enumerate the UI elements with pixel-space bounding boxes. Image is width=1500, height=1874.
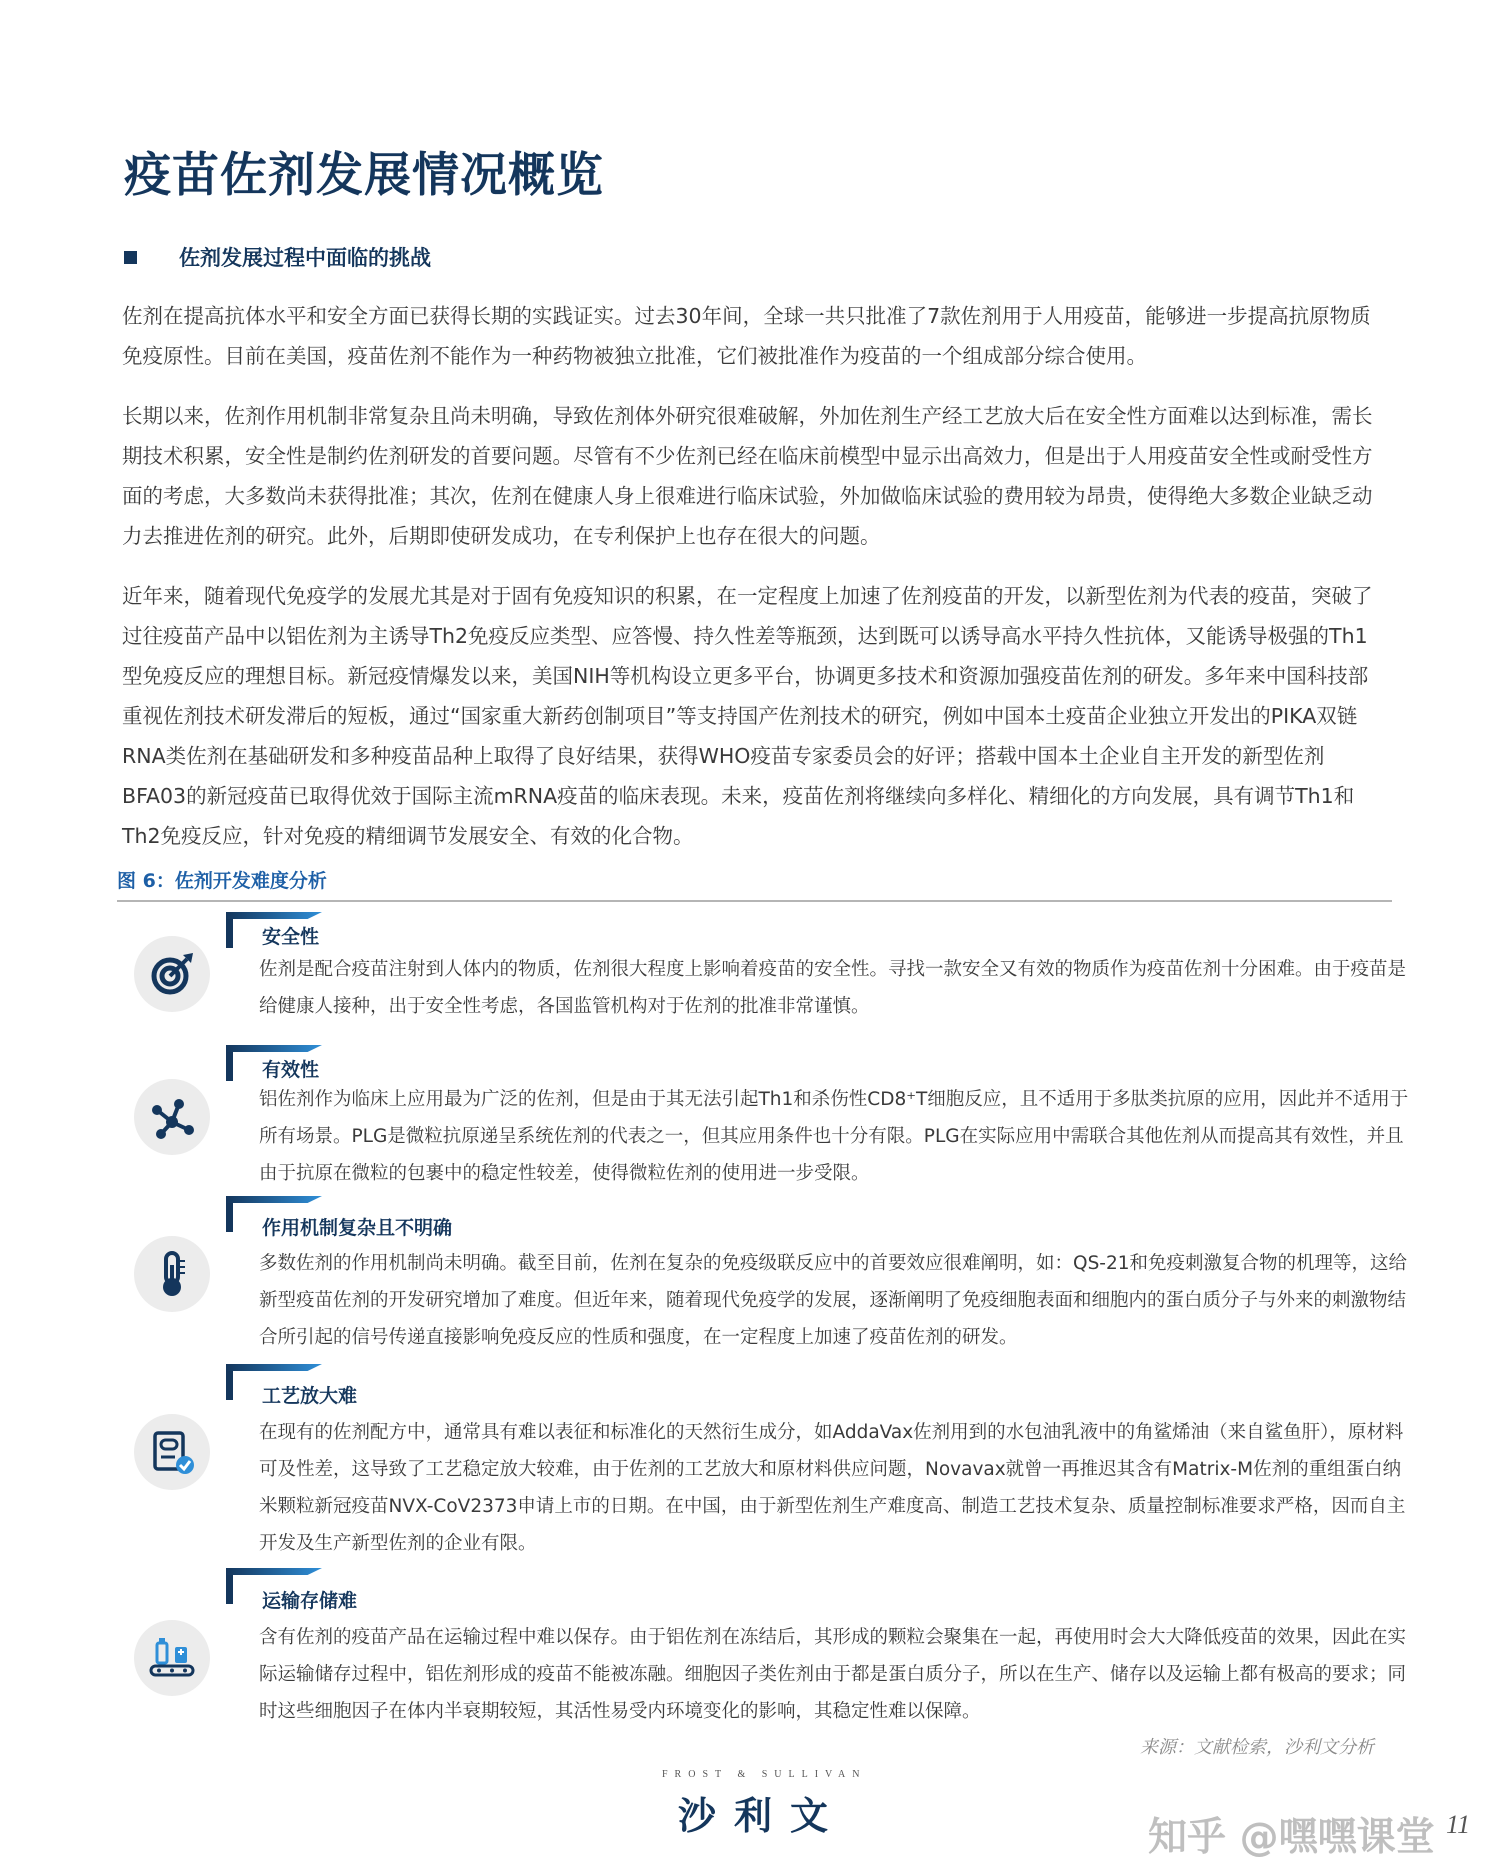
challenge-body: 含有佐剂的疫苗产品在运输过程中难以保存。由于铝佐剂在冻结后，其形成的颗粒会聚集在一起，再使用时会大大降低疫苗的效果，因此在实际运输储存过程中，铝佐剂形成的疫苗不能被冻融。细胞因子类佐剂由于都是蛋白质分子，所以在生产、储存以及运输上都有极高的要求；同时这些细胞因子在体内半衰期较短，其活性易受内环境变化的影响，其稳定性难以保障。 <box>259 1627 1407 1722</box>
accent-bar-top <box>226 912 322 919</box>
figure-label: 图 6：佐剂开发难度分析 <box>117 870 327 892</box>
challenge-body: 铝佐剂作为临床上应用最为广泛的佐剂，但是由于其无法引起Th1和杀伤性CD8⁺T细胞反应，且不适用于多肽类抗原的应用，因此并不适用于所有场景。PLG是微粒抗原递呈系统佐剂的代表之一，但其应用条件也十分有限。PLG在实际应用中需联合其他佐剂从而提高其有效性，并且由于抗原在微粒的包裹中的稳定性较差，使得微粒佐剂的使用进一步受限。 <box>259 1089 1409 1184</box>
accent-bar-top <box>226 1364 322 1371</box>
paragraph-3: 近年来，随着现代免疫学的发展尤其是对于固有免疫知识的积累，在一定程度上加速了佐剂疫苗的开发，以新型佐剂为代表的疫苗，突破了过往疫苗产品中以铝佐剂为主诱导Th2免疫反应类型、应答慢、持久性差等瓶颈，达到既可以诱导高水平持久性抗体，又能诱导极强的Th1型免疫反应的理想目标。新冠疫情爆发以来，美国NIH等机构设立更多平台，协调更多技术和资源加强疫苗佐剂的研发。多年来中国科技部重视佐剂技术研发滞后的短板，通过“国家重大新药创制项目”等支持国产佐剂技术的研究，例如中国本土疫苗企业独立开发出的PIKA双链RNA类佐剂在基础研发和多种疫苗品种上取得了良好结果，获得WHO疫苗专家委员会的好评；搭载中国本土企业自主开发的新型佐剂BFA03的新冠疫苗已取得优效于国际主流mRNA疫苗的临床表现。未来，疫苗佐剂将继续向多样化、精细化的方向发展，具有调节Th1和Th2免疫反应，针对免疫的精细调节发展安全、有效的化合物。 <box>122 584 1373 848</box>
section-heading <box>124 242 431 272</box>
accent-bar-top <box>226 1045 322 1052</box>
network-icon <box>134 1079 210 1155</box>
challenge-body: 在现有的佐剂配方中，通常具有难以表征和标准化的天然衍生成分，如AddaVax佐剂用到的水包油乳液中的角鲨烯油（来自鲨鱼肝），原材料可及性差，这导致了工艺稳定放大较难，由于佐剂的工艺放大和原材料供应问题，Novavax就曾一再推迟其含有Matrix-M佐剂的重组蛋白纳米颗粒新冠疫苗NVX-CoV2373申请上市的日期。在中国，由于新型佐剂生产难度高、制造工艺技术复杂、质量控制标准要求严格，因而自主开发及生产新型佐剂的企业有限。 <box>259 1422 1406 1554</box>
accent-bar-top <box>226 1196 322 1203</box>
challenge-title: 作用机制复杂且不明确 <box>262 1217 453 1239</box>
page-title: 疫苗佐剂发展情况概览 <box>124 148 604 203</box>
conveyor-bottles-icon <box>134 1620 210 1696</box>
challenge-title: 安全性 <box>262 926 320 948</box>
challenge-body: 佐剂是配合疫苗注射到人体内的物质，佐剂很大程度上影响着疫苗的安全性。寻找一款安全又有效的物质作为疫苗佐剂十分困难。由于疫苗是给健康人接种，出于安全性考虑，各国监管机构对于佐剂的批准非常谨慎。 <box>259 959 1407 1017</box>
page-number: 11 <box>1446 1810 1471 1839</box>
challenge-title: 工艺放大难 <box>262 1385 358 1407</box>
section-heading-text: 佐剂发展过程中面临的挑战 <box>179 246 431 270</box>
challenge-body: 多数佐剂的作用机制尚未明确。截至目前，佐剂在复杂的免疫级联反应中的首要效应很难阐明，如：QS-21和免疫刺激复合物的机理等，这给新型疫苗佐剂的开发研究增加了难度。但近年来，随着现代免疫学的发展，逐渐阐明了免疫细胞表面和细胞内的蛋白质分子与外来的刺激物结合所引起的信号传递直接影响免疫反应的性质和强度，在一定程度上加速了疫苗佐剂的研发。 <box>259 1253 1408 1348</box>
paragraph-1: 佐剂在提高抗体水平和安全方面已获得长期的实践证实。过去30年间，全球一共只批准了7款佐剂用于人用疫苗，能够进一步提高抗原物质免疫原性。目前在美国，疫苗佐剂不能作为一种药物被独立批准，它们被批准作为疫苗的一个组成部分综合使用。 <box>122 304 1371 368</box>
watermark: 知乎 @嘿嘿课堂 <box>1148 1815 1435 1860</box>
challenge-title: 运输存储难 <box>262 1590 358 1612</box>
accent-bar-top <box>226 1568 322 1575</box>
source-note: 来源：文献检索，沙利文分析 <box>1140 1737 1374 1758</box>
square-bullet-icon <box>124 251 137 264</box>
paragraph-2: 长期以来，佐剂作用机制非常复杂且尚未明确，导致佐剂体外研究很难破解，外加佐剂生产经工艺放大后在安全性方面难以达到标准，需长期技术积累，安全性是制约佐剂研发的首要问题。尽管有不少佐剂已经在临床前模型中显示出高效力，但是出于人用疫苗安全性或耐受性方面的考虑，大多数尚未获得批准；其次，佐剂在健康人身上很难进行临床试验，外加做临床试验的费用较为昂贵，使得绝大多数企业缺乏动力去推进佐剂的研究。此外，后期即使研发成功，在专利保护上也存在很大的问题。 <box>122 404 1373 548</box>
challenge-title: 有效性 <box>262 1059 320 1081</box>
brand-logo: 沙利文 <box>678 1794 847 1838</box>
target-arrow-icon <box>134 936 210 1012</box>
pill-checklist-icon <box>134 1414 210 1490</box>
figure-divider <box>117 900 1392 902</box>
brand-tagline: FROST & SULLIVAN <box>662 1769 867 1780</box>
thermometer-icon <box>134 1236 210 1312</box>
